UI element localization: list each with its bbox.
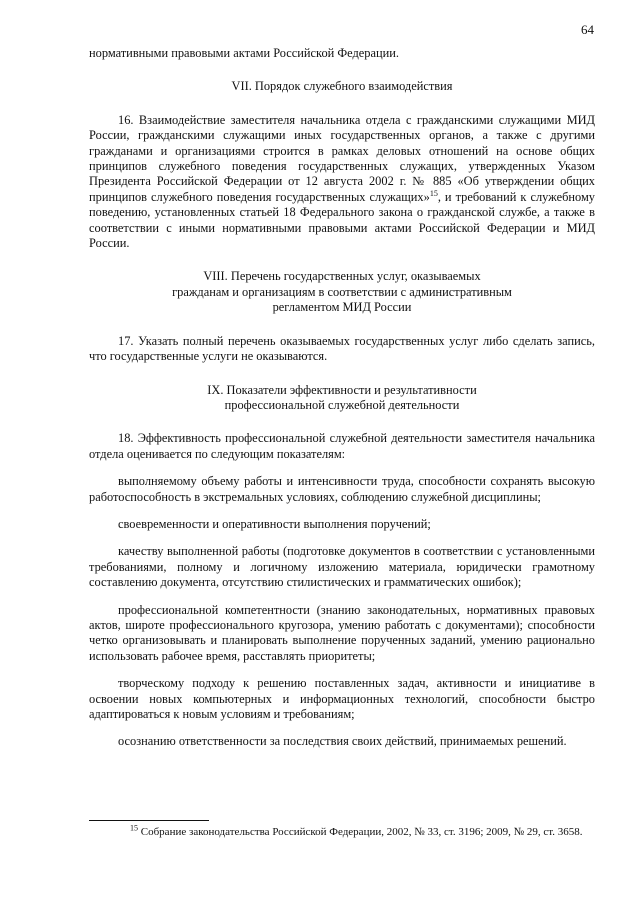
section-9-heading-line: IX. Показатели эффективности и результативности	[207, 382, 477, 397]
section-7-heading: VII. Порядок служебного взаимодействия	[231, 79, 453, 94]
page-number: 64	[581, 22, 594, 37]
footnote-text: Собрание законодательства Российской Федерации, 2002, № 33, ст. 3196; 2009, № 29, ст. 3658.	[138, 826, 583, 838]
paragraph-16-text-1: 16. Взаимодействие заместителя начальника отдела с гражданскими служащими МИД России, гражданскими служащими иных государственных органов, а также с другими гражданами и организациями строится в рамках деловых отношений на основе общих принципов служебного поведения государственных служащих, утвержденных Указом Президента Российской Федерации от 12 августа 2002 г. № 885 «Об утверждении общих принципов служебного поведения государственных служащих»	[89, 112, 595, 204]
paragraph-18: 18. Эффективность профессиональной служебной деятельности заместителя начальника отдела оценивается по следующим показателям:	[89, 431, 595, 461]
page-body	[89, 46, 595, 750]
indicator-item: своевременности и оперативности выполнения поручений;	[118, 516, 431, 531]
section-8-heading-line: регламентом МИД России	[272, 300, 412, 315]
section-9-heading	[89, 383, 595, 414]
section-8-heading-line: VIII. Перечень государственных услуг, оказываемых	[203, 269, 481, 284]
indicator-item: осознанию ответственности за последствия своих действий, принимаемых решений.	[118, 734, 567, 749]
indicator-item: профессиональной компетентности (знанию законодательных, нормативных правовых актов, широте профессионального кругозора, умению работать с документами); способности четко организовывать и планировать выполнение порученных заданий, умению рационально использовать рабочее время, расставлять приоритеты;	[89, 602, 595, 663]
footnote-reference: 15	[429, 188, 438, 198]
footnote-divider	[89, 820, 209, 821]
indicator-item: качеству выполненной работы (подготовке документов в соответствии с установленными требованиями, полному и логичному изложению материала, юридически грамотному составлению документа, отсутствию стилистических и грамматических ошибок);	[89, 544, 595, 590]
intro-line: нормативными правовыми актами Российской Федерации.	[89, 46, 399, 60]
section-8-heading	[89, 269, 595, 315]
indicator-item: выполняемому объему работы и интенсивности труда, способности сохранять высокую работоспособность в экстремальных условиях, соблюдению служебной дисциплины;	[89, 474, 595, 504]
indicator-item: творческому подходу к решению поставленных задач, активности и инициативе в освоении новых компьютерных и информационных технологий, способности быстро адаптироваться к новым условиям и требованиям;	[89, 676, 595, 721]
section-9-heading-line: профессиональной служебной деятельности	[224, 397, 460, 412]
footnote	[130, 823, 583, 839]
paragraph-16-text-2: , и требований к служебному поведению, установленных статьей 18 Федерального закона о гражданской службе, а также в соответствии с иными нормативными правовыми актами Российской Федерации и МИД России.	[89, 189, 595, 251]
paragraph-17: 17. Указать полный перечень оказываемых государственных услуг либо сделать запись, что государственные услуги не оказываются.	[89, 333, 595, 364]
footnote-number: 15	[130, 823, 138, 833]
paragraph-16	[89, 113, 595, 252]
section-8-heading-line: гражданам и организациям в соответствии с административным	[172, 284, 512, 299]
